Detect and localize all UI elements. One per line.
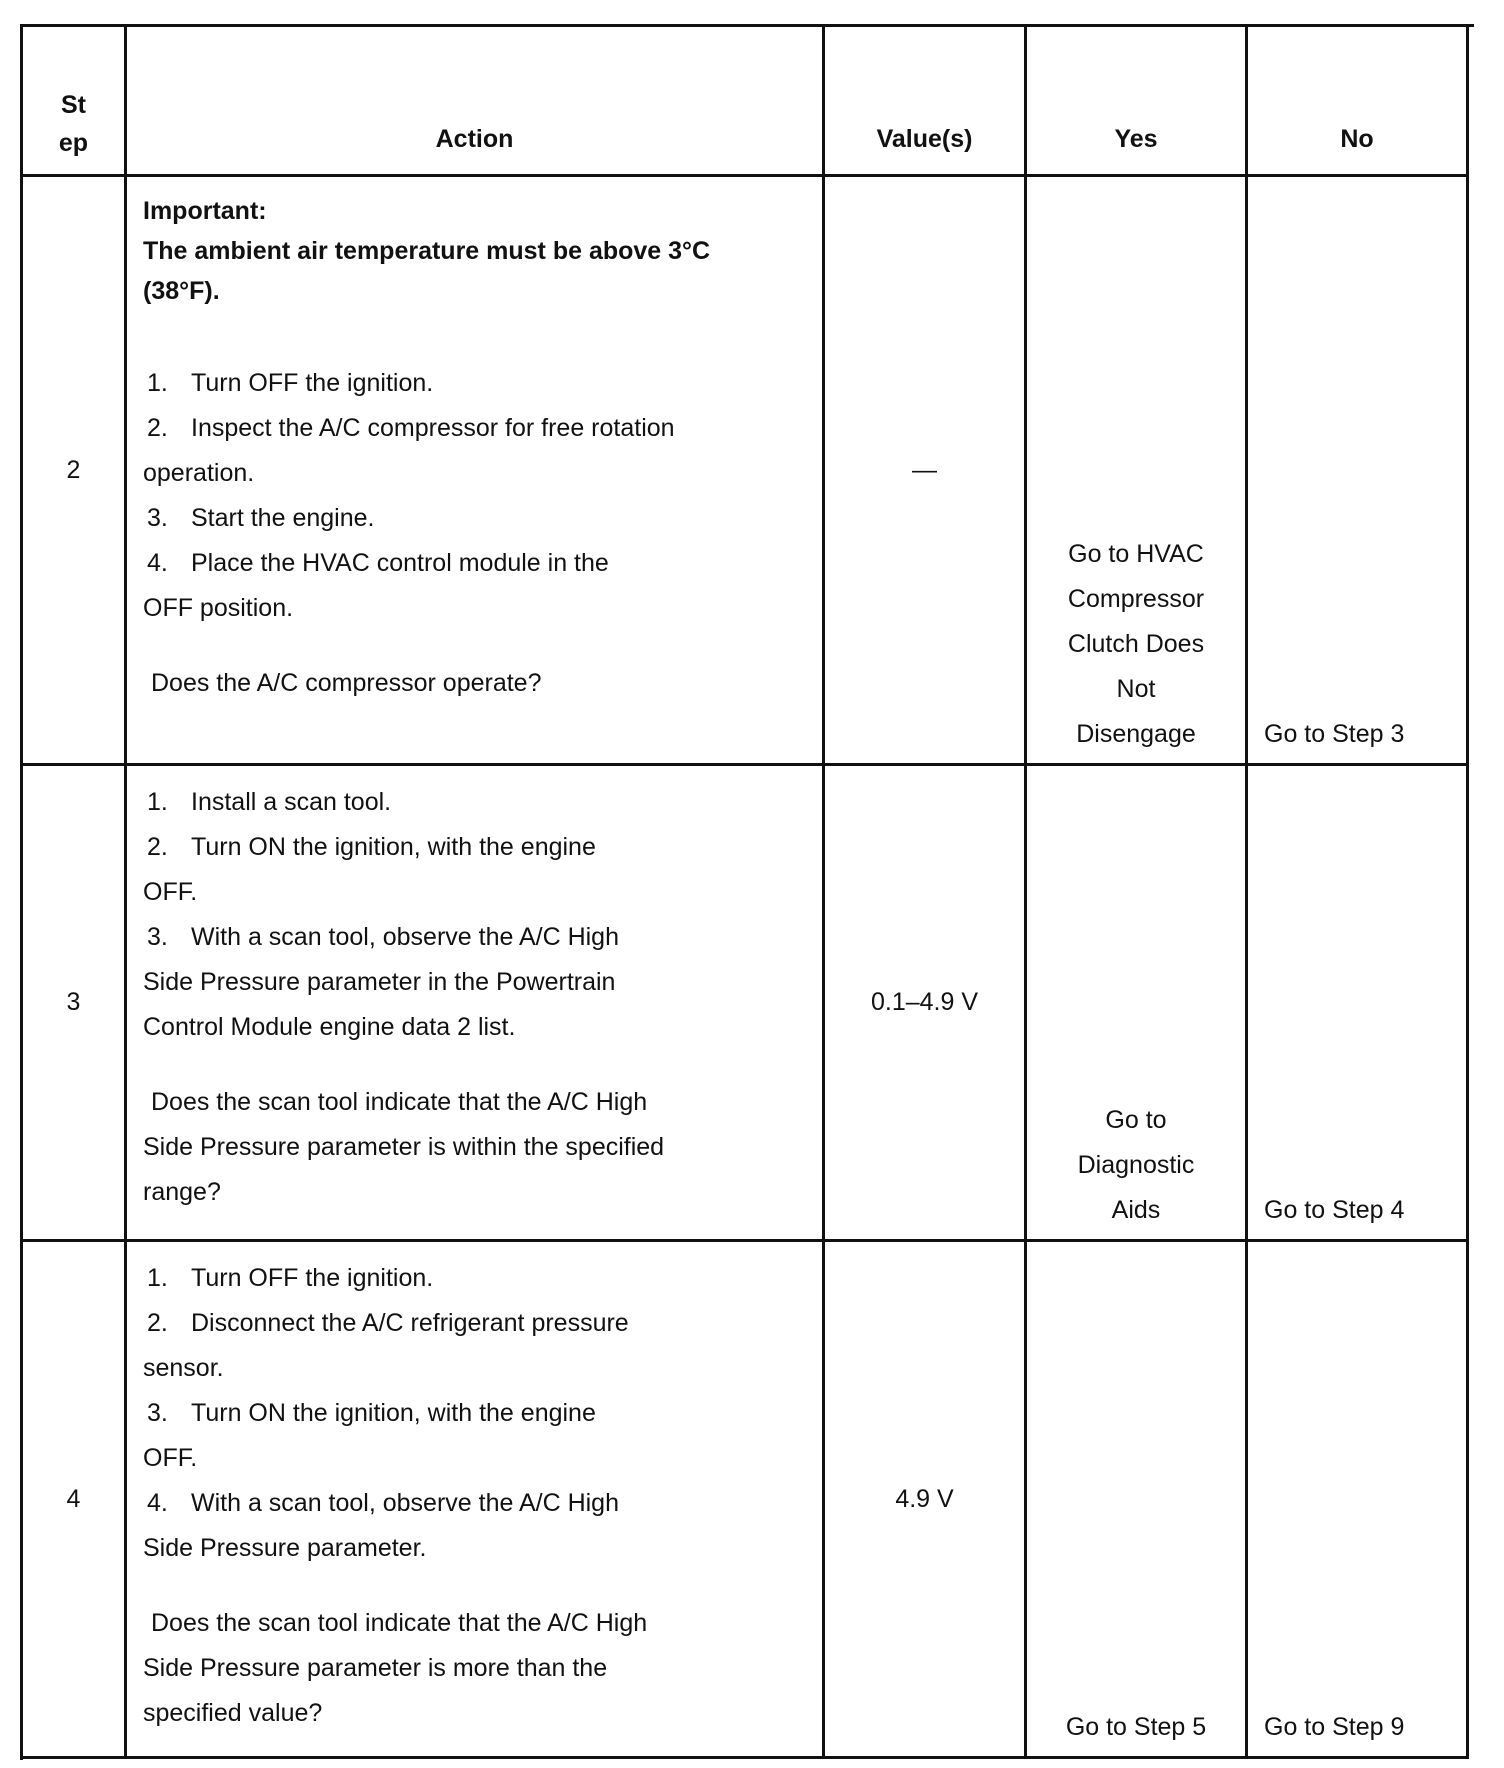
list-item bbox=[143, 1391, 808, 1436]
item-continuation: Side Pressure parameter. bbox=[143, 1534, 427, 1562]
yes-line: Diagnostic bbox=[1077, 1151, 1195, 1179]
item-text: With a scan tool, observe the A/C High bbox=[191, 923, 619, 951]
step-number: 4 bbox=[23, 1242, 127, 1759]
question-continuation: Side Pressure parameter is within the specified bbox=[143, 1133, 665, 1161]
yes-line: Clutch Does bbox=[1067, 630, 1205, 658]
item-continuation: operation. bbox=[143, 459, 255, 487]
list-item bbox=[143, 915, 808, 960]
item-text: Turn ON the ignition, with the engine bbox=[191, 1399, 596, 1427]
item-number: 2. bbox=[147, 414, 168, 442]
item-number: 3. bbox=[147, 923, 168, 951]
no-line: Go to Step 4 bbox=[1264, 1196, 1405, 1224]
item-text: Disconnect the A/C refrigerant pressure bbox=[191, 1309, 629, 1337]
yes-line: Go to bbox=[1105, 1106, 1167, 1134]
step-number: 2 bbox=[23, 177, 127, 766]
item-number: 1. bbox=[147, 369, 168, 397]
header-yes: Yes bbox=[1027, 27, 1248, 177]
yes-line: Not bbox=[1116, 675, 1156, 703]
yes-line: Disengage bbox=[1076, 720, 1196, 748]
value-cell: — bbox=[825, 177, 1027, 766]
header-action: Action bbox=[127, 27, 825, 177]
item-continuation: OFF. bbox=[143, 1444, 198, 1472]
item-number: 1. bbox=[147, 788, 168, 816]
list-item bbox=[143, 361, 808, 406]
action-cell bbox=[127, 177, 825, 766]
list-item bbox=[143, 496, 808, 541]
question-continuation: Side Pressure parameter is more than the bbox=[143, 1654, 608, 1682]
list-item bbox=[143, 780, 808, 825]
important-note bbox=[143, 191, 808, 311]
item-text: Start the engine. bbox=[191, 504, 375, 532]
item-text: Place the HVAC control module in the bbox=[191, 549, 609, 577]
item-number: 4. bbox=[147, 549, 168, 577]
value-cell: 4.9 V bbox=[825, 1242, 1027, 1759]
item-continuation: Control Module engine data 2 list. bbox=[143, 1013, 516, 1041]
yes-line: Compressor bbox=[1067, 585, 1205, 613]
question: Does the A/C compressor operate? bbox=[151, 669, 542, 697]
item-text: Turn OFF the ignition. bbox=[191, 369, 434, 397]
item-number: 2. bbox=[147, 1309, 168, 1337]
yes-cell bbox=[1027, 177, 1248, 766]
list-item bbox=[143, 825, 808, 870]
item-text: Install a scan tool. bbox=[191, 788, 392, 816]
item-text: Inspect the A/C compressor for free rotation bbox=[191, 414, 675, 442]
list-item bbox=[143, 1256, 808, 1301]
item-text: Turn OFF the ignition. bbox=[191, 1264, 434, 1292]
header-no: No bbox=[1248, 27, 1469, 177]
header-values: Value(s) bbox=[825, 27, 1027, 177]
no-cell bbox=[1248, 1242, 1469, 1759]
action-cell bbox=[127, 766, 825, 1242]
item-number: 4. bbox=[147, 1489, 168, 1517]
item-continuation: sensor. bbox=[143, 1354, 224, 1382]
item-number: 3. bbox=[147, 504, 168, 532]
important-text-line: (38°F). bbox=[143, 277, 220, 305]
item-text: With a scan tool, observe the A/C High bbox=[191, 1489, 619, 1517]
list-item bbox=[143, 1481, 808, 1526]
no-line: Go to Step 3 bbox=[1264, 720, 1405, 748]
item-continuation: Side Pressure parameter in the Powertrain bbox=[143, 968, 616, 996]
yes-line: Aids bbox=[1111, 1196, 1161, 1224]
item-continuation: OFF. bbox=[143, 878, 198, 906]
header-step bbox=[23, 27, 127, 177]
important-text-line: The ambient air temperature must be above 3°C bbox=[143, 237, 711, 265]
yes-line: Go to Step 5 bbox=[1065, 1713, 1207, 1741]
question-continuation: specified value? bbox=[143, 1699, 323, 1727]
item-text: Turn ON the ignition, with the engine bbox=[191, 833, 596, 861]
no-line: Go to Step 9 bbox=[1264, 1713, 1405, 1741]
no-cell bbox=[1248, 177, 1469, 766]
item-number: 1. bbox=[147, 1264, 168, 1292]
important-label: Important: bbox=[143, 197, 267, 225]
item-number: 2. bbox=[147, 833, 168, 861]
list-item bbox=[143, 406, 808, 451]
header-step-line: St bbox=[61, 91, 86, 119]
item-number: 3. bbox=[147, 1399, 168, 1427]
action-cell bbox=[127, 1242, 825, 1759]
question: Does the scan tool indicate that the A/C High bbox=[151, 1088, 648, 1116]
yes-cell bbox=[1027, 766, 1248, 1242]
list-item bbox=[143, 541, 808, 586]
list-item bbox=[143, 1301, 808, 1346]
header-step-line: ep bbox=[58, 129, 89, 157]
no-cell bbox=[1248, 766, 1469, 1242]
yes-cell bbox=[1027, 1242, 1248, 1759]
value-cell: 0.1–4.9 V bbox=[825, 766, 1027, 1242]
yes-line: Go to HVAC bbox=[1068, 540, 1204, 568]
question-continuation: range? bbox=[143, 1178, 221, 1206]
diagnostic-table bbox=[20, 24, 1474, 1760]
step-number: 3 bbox=[23, 766, 127, 1242]
item-continuation: OFF position. bbox=[143, 594, 294, 622]
question: Does the scan tool indicate that the A/C High bbox=[151, 1609, 648, 1637]
